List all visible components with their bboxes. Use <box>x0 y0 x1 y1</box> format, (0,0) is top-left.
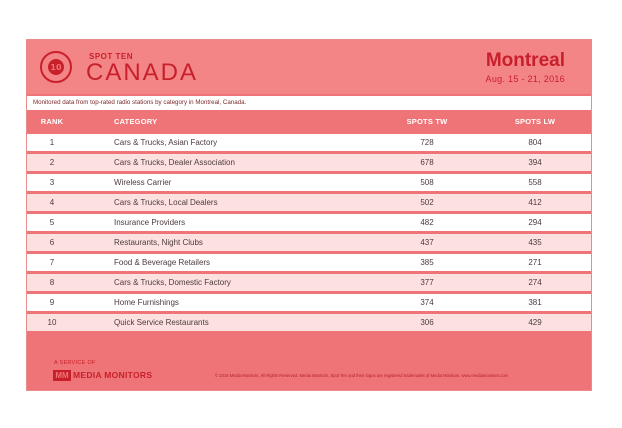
header-rank: RANK <box>40 117 64 126</box>
spots-lw-cell: 394 <box>528 158 542 167</box>
spots-tw-cell: 377 <box>420 278 434 287</box>
rank-cell: 6 <box>49 238 55 247</box>
spots-lw-cell: 429 <box>528 318 542 327</box>
spots-lw-cell: 412 <box>528 198 542 207</box>
spots-lw-cell: 381 <box>528 298 542 307</box>
table-row <box>27 214 591 231</box>
rank-cell: 7 <box>49 258 55 267</box>
spots-lw-cell: 294 <box>528 218 542 227</box>
rank-cell: 10 <box>47 318 57 327</box>
spots-lw-cell: 804 <box>528 138 542 147</box>
table-row <box>27 274 591 291</box>
spots-tw-cell: 502 <box>420 198 434 207</box>
table-row <box>27 134 591 151</box>
table-row <box>27 154 591 171</box>
rank-cell: 3 <box>49 178 55 187</box>
date-range: Aug. 15 - 21, 2016 <box>485 74 565 84</box>
table-row <box>27 294 591 311</box>
category-cell: Home Furnishings <box>114 298 179 307</box>
table-row <box>27 314 591 331</box>
ranking-table <box>27 134 591 334</box>
rank-cell: 9 <box>49 298 55 307</box>
header-category: CATEGORY <box>114 117 158 126</box>
spots-lw-cell: 558 <box>528 178 542 187</box>
category-cell: Restaurants, Night Clubs <box>114 238 203 247</box>
media-monitors-text: MEDIA MONITORS <box>73 370 153 380</box>
service-label: A SERVICE OF <box>54 360 96 366</box>
spots-tw-cell: 437 <box>420 238 434 247</box>
spots-tw-cell: 678 <box>420 158 434 167</box>
table-row <box>27 234 591 251</box>
category-cell: Insurance Providers <box>114 218 186 227</box>
spot-ten-logo <box>40 51 72 83</box>
spots-tw-cell: 728 <box>420 138 434 147</box>
rank-cell: 2 <box>49 158 55 167</box>
category-cell: Quick Service Restaurants <box>114 318 209 327</box>
spots-tw-cell: 374 <box>420 298 434 307</box>
spots-lw-cell: 271 <box>528 258 542 267</box>
table-row <box>27 174 591 191</box>
rank-cell: 1 <box>49 138 55 147</box>
category-cell: Cars & Trucks, Local Dealers <box>114 198 218 207</box>
category-cell: Wireless Carrier <box>114 178 172 187</box>
category-cell: Cars & Trucks, Asian Factory <box>114 138 218 147</box>
copyright-text: © 2016 Media Monitors. All Rights Reserved. Media Monitors, Spot Ten and their logos are registered trademarks of Media Monitors. www.mediamonitors.com <box>215 373 509 378</box>
media-monitors-icon: MM <box>53 370 71 381</box>
brand-subtitle: SPOT TEN <box>89 52 134 61</box>
category-cell: Food & Beverage Retailers <box>114 258 211 267</box>
market-city: Montreal <box>485 50 565 71</box>
spots-tw-cell: 385 <box>420 258 434 267</box>
rank-cell: 8 <box>49 278 55 287</box>
spots-tw-cell: 508 <box>420 178 434 187</box>
rank-cell: 5 <box>49 218 55 227</box>
spots-tw-cell: 482 <box>420 218 434 227</box>
table-row <box>27 254 591 271</box>
brand-title: CANADA <box>86 59 199 86</box>
spots-lw-cell: 274 <box>528 278 542 287</box>
header-spots-lw: SPOTS LW <box>514 117 556 126</box>
description-text: Monitored data from top-rated radio stations by category in Montreal, Canada. <box>27 96 591 110</box>
spots-lw-cell: 435 <box>528 238 542 247</box>
header-spots-tw: SPOTS TW <box>406 117 448 126</box>
category-cell: Cars & Trucks, Domestic Factory <box>114 278 231 287</box>
report-header <box>27 40 591 94</box>
table-row <box>27 194 591 211</box>
spots-tw-cell: 306 <box>420 318 434 327</box>
rank-cell: 4 <box>49 198 55 207</box>
category-cell: Cars & Trucks, Dealer Association <box>114 158 235 167</box>
media-monitors-logo <box>53 369 152 381</box>
logo-badge-icon: 10 <box>48 59 64 75</box>
spot-ten-card <box>26 39 592 391</box>
